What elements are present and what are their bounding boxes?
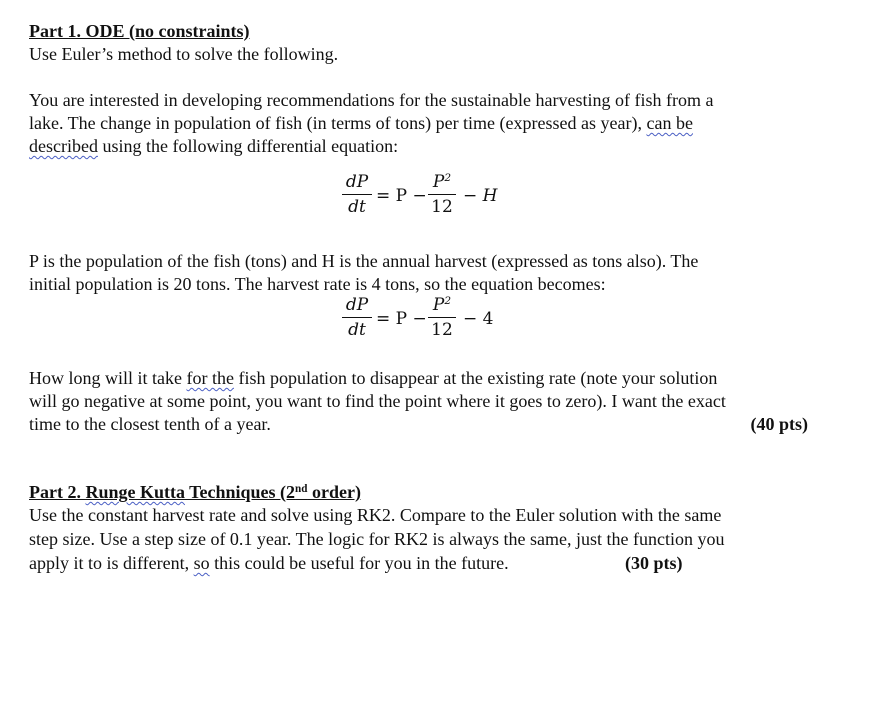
spellcheck-underline: described	[29, 136, 98, 156]
part1-heading: Part 1. ODE (no constraints)	[29, 21, 250, 41]
part2-paragraph-line: apply it to is different, so this could be useful for you in the future. (30 pts)	[29, 553, 683, 573]
part1-paragraph-line: P is the population of the fish (tons) and H is the annual harvest (expressed as tons also). The	[29, 251, 699, 271]
part1-points: (40 pts)	[750, 414, 808, 434]
spellcheck-underline: so	[193, 553, 210, 573]
part1-question-line: will go negative at some point, you want to find the point where it goes to zero). I want the exact	[29, 391, 726, 411]
spellcheck-underline: for the	[186, 368, 234, 388]
p-squared-over-12-fraction: $P^2$ 12	[428, 293, 456, 342]
part2-paragraph-line: step size. Use a step size of 0.1 year. The logic for RK2 is always the same, just the function you	[29, 529, 725, 549]
part2-heading: Part 2. Runge Kutta Techniques (2nd order)	[29, 482, 361, 502]
part1-question-line: How long will it take for the fish population to disappear at the existing rate (note your solution	[29, 368, 718, 388]
equals-p-minus: = P −	[376, 309, 427, 329]
differential-equation-specific	[29, 293, 829, 361]
part1-paragraph-line: You are interested in developing recommendations for the sustainable harvesting of fish from a	[29, 90, 714, 110]
part2-paragraph-line: Use the constant harvest rate and solve using RK2. Compare to the Euler solution with the same	[29, 505, 722, 525]
part1-instruction: Use Euler’s method to solve the following.	[29, 44, 339, 64]
part2-points: (30 pts)	[625, 553, 683, 573]
part1-question-line: time to the closest tenth of a year. (40 pts)	[29, 414, 808, 434]
spellcheck-underline: can be	[646, 113, 693, 133]
part1-paragraph-line: lake. The change in population of fish (in terms of tons) per time (expressed as year), can be	[29, 113, 693, 133]
minus-h-term: − H	[463, 186, 498, 206]
dp-dt-fraction: dP dt	[342, 170, 372, 219]
equals-p-minus: = P −	[376, 186, 427, 206]
differential-equation-general	[29, 170, 829, 238]
p-squared-over-12-fraction: $P^2$ 12	[428, 170, 456, 219]
part1-paragraph-line: described using the following differential equation:	[29, 136, 399, 156]
dp-dt-fraction: dP dt	[342, 293, 372, 342]
spellcheck-underline: Runge Kutta	[85, 482, 185, 502]
document-body	[29, 20, 829, 575]
part1-paragraph-line: initial population is 20 tons. The harvest rate is 4 tons, so the equation becomes:	[29, 274, 606, 294]
minus-4-term: − 4	[463, 309, 494, 329]
